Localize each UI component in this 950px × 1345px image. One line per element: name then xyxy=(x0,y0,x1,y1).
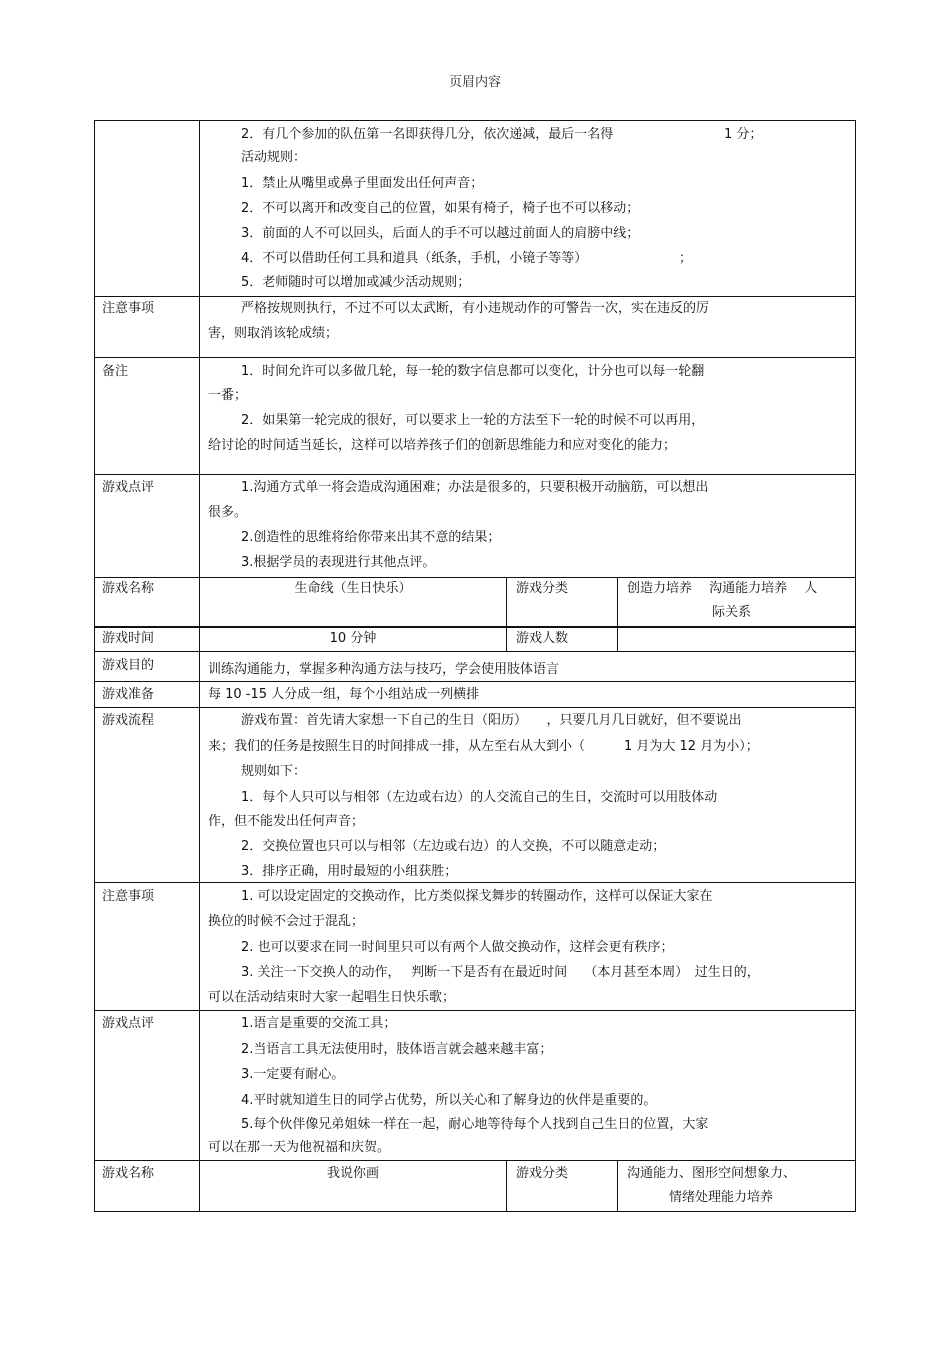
notes-label: 注意事项 xyxy=(102,301,155,316)
rule-line: 1．禁止从嘴里或鼻子里面发出任何声音； xyxy=(241,176,484,191)
game-prep-label: 游戏准备 xyxy=(102,687,155,702)
rule-line: 5．老师随时可以增加或减少活动规则； xyxy=(241,275,471,290)
row-divider xyxy=(94,651,856,652)
row-divider xyxy=(94,474,856,475)
remarks-line: 给讨论的时间适当延长，这样可以培养孩子们的创新思维能力和应对变化的能力； xyxy=(208,438,677,453)
row-divider xyxy=(94,577,856,578)
flow-line: 1．每个人只可以与相邻（左边或右边）的人交流自己的生日，交流时可以用肢体动 xyxy=(241,790,718,805)
rule-line: 2．不可以离开和改变自己的位置，如果有椅子，椅子也不可以移动； xyxy=(241,201,640,216)
review-line: 3.根据学员的表现进行其他点评。 xyxy=(241,555,436,570)
game-category-line: 沟通能力、图形空间想象力、 xyxy=(627,1166,797,1181)
game-goal-label: 游戏目的 xyxy=(102,658,155,673)
game-time: 10 分钟 xyxy=(329,631,377,646)
rule-line: 3．前面的人不可以回头，后面人的手不可以越过前面人的肩膀中线； xyxy=(241,226,640,241)
review-line: 1.语言是重要的交流工具； xyxy=(241,1016,397,1031)
remarks-line: 2．如果第一轮完成的很好，可以要求上一轮的方法至下一轮的时候不可以再用， xyxy=(241,413,705,428)
flow-line: 游戏布置：首先请大家想一下自己的生日（阳历） ，只要几月几日就好，但不要说出 xyxy=(241,713,742,728)
game-category-line: 创造力培养 沟通能力培养 人 xyxy=(627,581,818,596)
review-line: 2.当语言工具无法使用时，肢体语言就会越来越丰富； xyxy=(241,1042,553,1057)
column-divider xyxy=(506,1160,507,1212)
game-category-line: 际关系 xyxy=(712,605,752,620)
row-divider xyxy=(94,626,856,628)
review-line: 3.一定要有耐心。 xyxy=(241,1067,345,1082)
notes-line: 2. 也可以要求在同一时间里只可以有两个人做交换动作，这样会更有秩序； xyxy=(241,940,674,955)
rule-line: 1 分； xyxy=(724,127,763,142)
remarks-line: 1．时间允许可以多做几轮，每一轮的数字信息都可以变化，计分也可以每一轮翻 xyxy=(241,364,705,379)
review-line: 可以在那一天为他祝福和庆贺。 xyxy=(208,1140,391,1155)
notes-label: 注意事项 xyxy=(102,889,155,904)
review-line: 2.创造性的思维将给你带来出其不意的结果； xyxy=(241,530,501,545)
notes-line: 1. 可以设定固定的交换动作，比方类似探戈舞步的转圈动作，这样可以保证大家在 xyxy=(241,889,713,904)
flow-line: 来；我们的任务是按照生日的时间排成一排，从左至右从大到小（ 1 月为大 12 月为小）； xyxy=(208,739,759,754)
game-category-label: 游戏分类 xyxy=(516,1166,569,1181)
row-divider xyxy=(94,707,856,708)
notes-line: 3. 关注一下交换人的动作， 判断一下是否有在最近时间 （本月甚至本周） 过生日的， xyxy=(241,965,760,980)
review-label: 游戏点评 xyxy=(102,480,155,495)
game-category-label: 游戏分类 xyxy=(516,581,569,596)
game-name-label: 游戏名称 xyxy=(102,581,155,596)
flow-line: 规则如下： xyxy=(241,764,307,779)
row-divider xyxy=(94,1010,856,1011)
row-divider xyxy=(94,882,856,883)
game-name: 生命线（生日快乐） xyxy=(294,581,412,596)
row-divider xyxy=(94,681,856,682)
review-line: 1.沟通方式单一将会造成沟通困难；办法是很多的，只要积极开动脑筋，可以想出 xyxy=(241,480,709,495)
flow-line: 3．排序正确，用时最短的小组获胜； xyxy=(241,864,458,879)
review-line: 5.每个伙伴像兄弟姐妹一样在一起，耐心地等待每个人找到自己生日的位置，大家 xyxy=(241,1117,709,1132)
game-people-label: 游戏人数 xyxy=(516,631,569,646)
page-header: 页眉内容 xyxy=(448,75,501,90)
game-time-label: 游戏时间 xyxy=(102,631,155,646)
rule-line: 2．有几个参加的队伍第一名即获得几分，依次递减，最后一名得 xyxy=(241,127,614,142)
row-divider xyxy=(94,296,856,297)
rule-line: 4．不可以借助任何工具和道具（纸条，手机，小镜子等等） xyxy=(241,251,588,266)
review-line: 4.平时就知道生日的同学占优势，所以关心和了解身边的伙伴是重要的。 xyxy=(241,1093,657,1108)
column-divider xyxy=(617,577,618,651)
game-prep: 每 10 -15 人分成一组，每个小组站成一列横排 xyxy=(208,687,480,702)
notes-line: 换位的时候不会过于混乱； xyxy=(208,914,365,929)
row-divider xyxy=(94,1160,856,1161)
remarks-line: 一番； xyxy=(208,388,248,403)
remarks-label: 备注 xyxy=(102,364,129,379)
game-category-line: 情绪处理能力培养 xyxy=(669,1190,774,1205)
game-goal: 训练沟通能力，掌握多种沟通方法与技巧，学会使用肢体语言 xyxy=(208,662,560,677)
flow-line: 2．交换位置也只可以与相邻（左边或右边）的人交换，不可以随意走动； xyxy=(241,839,666,854)
label-column-divider xyxy=(199,120,200,1212)
notes-line: 害，则取消该轮成绩； xyxy=(208,326,339,341)
row-divider xyxy=(94,357,856,358)
game-flow-label: 游戏流程 xyxy=(102,713,155,728)
review-label: 游戏点评 xyxy=(102,1016,155,1031)
game-name-label: 游戏名称 xyxy=(102,1166,155,1181)
column-divider xyxy=(506,577,507,651)
flow-line: 作，但不能发出任何声音； xyxy=(208,814,365,829)
notes-line: 可以在活动结束时大家一起唱生日快乐歌； xyxy=(208,990,456,1005)
column-divider xyxy=(617,1160,618,1212)
review-line: 很多。 xyxy=(208,505,248,520)
rule-line: ； xyxy=(679,251,693,266)
notes-line: 严格按规则执行，不过不可以太武断，有小违规动作的可警告一次，实在违反的厉 xyxy=(241,301,710,316)
rule-line: 活动规则： xyxy=(241,150,307,165)
game-name: 我说你画 xyxy=(326,1166,379,1181)
